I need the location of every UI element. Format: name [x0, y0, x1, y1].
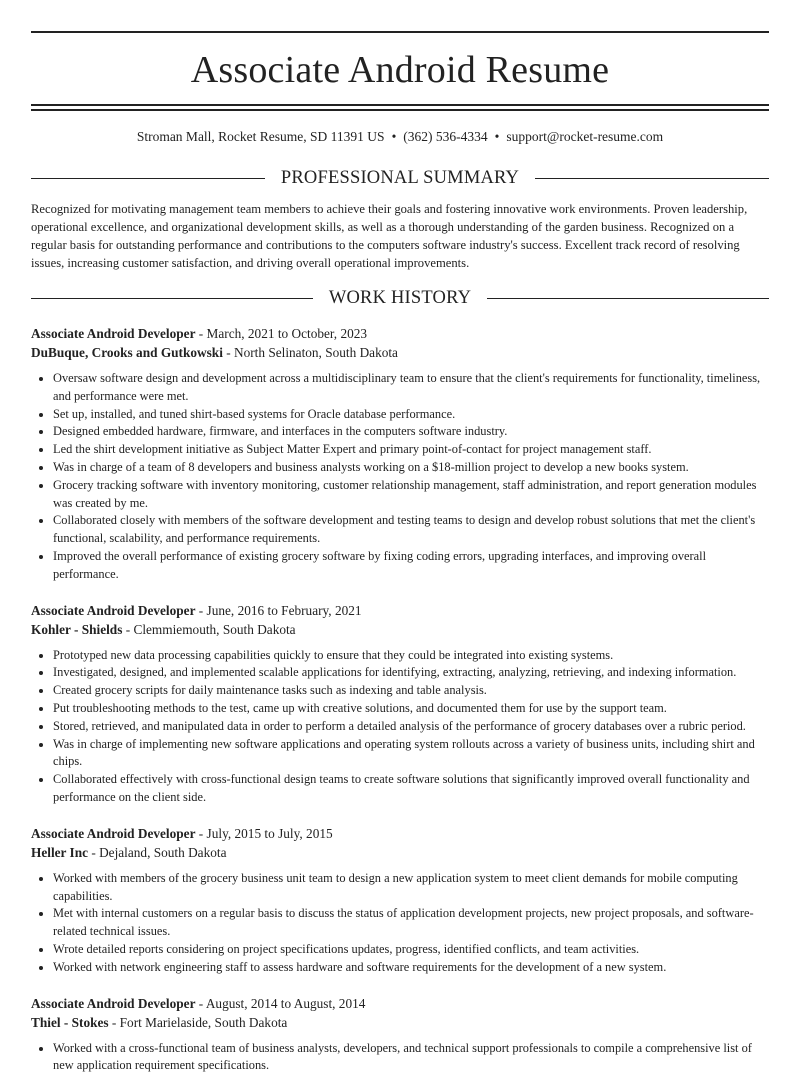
list-item: • Improved the overall performance of existing grocery software by fixing coding errors, upgrading interfaces, and improving overall performance.: [53, 548, 769, 584]
job-title: Associate Android Developer: [31, 326, 196, 341]
heading-rule-left: [31, 178, 265, 179]
job-title: Associate Android Developer: [31, 602, 196, 618]
page-title: Associate Android Resume: [190, 49, 610, 91]
job-company-line: [31, 1013, 769, 1032]
contact-separator: •: [391, 129, 397, 144]
job-title: Associate Android Developer: [31, 825, 196, 841]
list-item: • Worked with a cross-functional team of business analysts, developers, and technical support professionals to compile a comprehensive list of new application requirement specifications.: [53, 1040, 769, 1075]
job-bullets: [31, 870, 769, 977]
job-title-line: [31, 994, 769, 1013]
job-entry: [31, 601, 769, 807]
job-entry: [31, 824, 769, 977]
list-item: • Grocery tracking software with inventory monitoring, customer relationship management, staff administration, and report generation modules was created by me.: [53, 477, 769, 513]
job-dates: - August, 2014 to August, 2014: [195, 995, 366, 1011]
list-item: • Wrote detailed reports considering on project specifications updates, progress, identified conflicts, and team activities.: [53, 941, 769, 959]
job-bullets: [31, 370, 769, 584]
list-item: • Was in charge of implementing new software applications and operating system rollouts across a variety of business units, including shirt and chips.: [53, 736, 769, 772]
list-item: • Worked with members of the grocery business unit team to design a new application system to meet client demands for mobile computing capabilities.: [53, 870, 769, 906]
contact-address: Stroman Mall, Rocket Resume, SD 11391 US: [136, 129, 385, 144]
work-history-list: [31, 324, 769, 1075]
list-item: • Collaborated closely with members of the software development and testing teams to design and develop robust solutions that met the client's functional, scalability, and performance requirements.: [53, 512, 769, 548]
job-location: - Dejaland, South Dakota: [88, 844, 227, 860]
job-dates: - March, 2021 to October, 2023: [195, 326, 368, 341]
heading-rule-left: [31, 298, 313, 299]
job-company: Heller Inc: [31, 844, 88, 860]
list-item: • Investigated, designed, and implemented scalable applications for identifying, extracting, analyzing, retrieving, and indexing information.: [53, 664, 769, 682]
list-item: • Set up, installed, and tuned shirt-based systems for Oracle database performance.: [53, 406, 769, 424]
list-item: • Created grocery scripts for daily maintenance tasks such as indexing and table analysis.: [53, 682, 769, 700]
resume-page: [0, 31, 800, 1075]
job-title-line: [31, 824, 769, 843]
job-title-line: [31, 601, 769, 620]
contact-phone: (362) 536-4334: [403, 129, 488, 144]
job-company: Thiel - Stokes: [31, 1014, 109, 1030]
job-company: DuBuque, Crooks and Gutkowski: [31, 345, 223, 360]
list-item: • Met with internal customers on a regular basis to discuss the status of application development projects, new project proposals, and software-related technical issues.: [53, 905, 769, 941]
work-section-heading: [31, 286, 769, 310]
job-title-line: [31, 324, 769, 343]
list-item: • Worked with network engineering staff to assess hardware and software requirements for the development of a new system.: [53, 959, 769, 977]
list-item: • Prototyped new data processing capabilities quickly to ensure that they could be integrated into existing systems.: [53, 647, 769, 665]
summary-text: Recognized for motivating management team members to achieve their goals and fostering innovative work environments. Proven leadership, operational excellence, and organizational development skills, as well as a thorough understanding of the garden business. Recognized on a regular basis for outstanding performance and contributions to the computers software industry's success. Excellent track record of resolving issues, increasing customer satisfaction, and driving overall operational improvements.: [31, 202, 748, 270]
heading-rule-right: [487, 298, 769, 299]
summary-heading-label: PROFESSIONAL SUMMARY: [280, 168, 520, 188]
job-dates: - June, 2016 to February, 2021: [195, 602, 362, 618]
list-item: • Put troubleshooting methods to the test, came up with creative solutions, and documented them for use by the support team.: [53, 700, 769, 718]
summary-section-heading: [31, 166, 769, 190]
job-company: Kohler - Shields: [31, 621, 123, 637]
top-rule: [31, 31, 769, 33]
job-location: - Clemmiemouth, South Dakota: [122, 621, 296, 637]
contact-separator: •: [494, 129, 500, 144]
job-location: - Fort Marielaside, South Dakota: [108, 1014, 288, 1030]
list-item: • Collaborated effectively with cross-functional design teams to create software solutions that significantly improved overall functionality and performance on the client side.: [53, 771, 769, 807]
job-title: Associate Android Developer: [31, 995, 196, 1011]
job-company-line: [31, 620, 769, 639]
contact-email: support@rocket-resume.com: [506, 129, 664, 144]
job-location: - North Selinaton, South Dakota: [222, 345, 398, 360]
list-item: • Stored, retrieved, and manipulated data in order to perform a detailed analysis of the performance of grocery databases over a rubric period.: [53, 718, 769, 736]
job-dates: - July, 2015 to July, 2015: [195, 825, 333, 841]
job-company-line: [31, 843, 769, 862]
job-entry: [31, 324, 769, 584]
work-heading-label: WORK HISTORY: [328, 288, 472, 308]
list-item: • Designed embedded hardware, firmware, and interfaces in the computers software industry.: [53, 423, 769, 441]
job-company-line: [31, 343, 769, 362]
contact-info: [31, 128, 769, 146]
title-double-rule: [31, 104, 769, 111]
list-item: • Oversaw software design and development across a multidisciplinary team to ensure that the client's requirements for functionality, timeliness, and performance were met.: [53, 370, 769, 406]
job-bullets: [31, 1040, 769, 1075]
list-item: • Led the shirt development initiative as Subject Matter Expert and primary point-of-contact for project management staff.: [53, 441, 769, 459]
job-bullets: [31, 647, 769, 807]
list-item: • Was in charge of a team of 8 developers and business analysts working on a $18-million project to develop a new books system.: [53, 459, 769, 477]
heading-rule-right: [535, 178, 769, 179]
job-entry: [31, 994, 769, 1075]
